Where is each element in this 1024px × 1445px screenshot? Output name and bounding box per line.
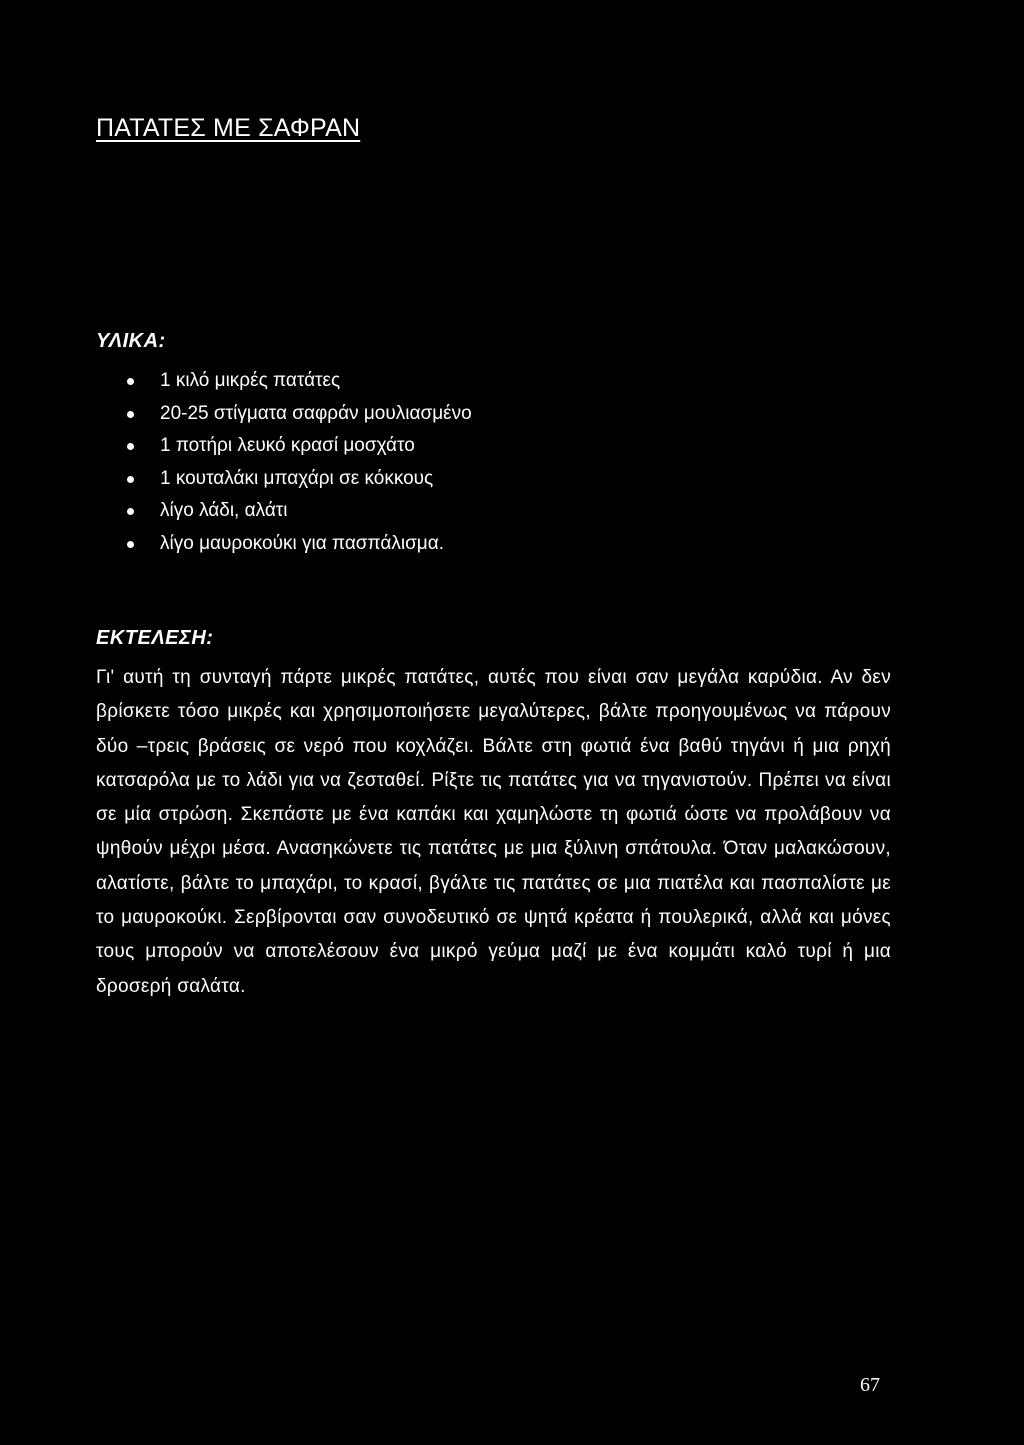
- recipe-title: ΠΑΤΑΤΕΣ ΜΕ ΣΑΦΡΑΝ: [96, 114, 361, 142]
- ingredients-heading: ΥΛΙΚΑ:: [96, 330, 166, 352]
- list-item: [96, 498, 472, 531]
- list-item: [96, 531, 472, 564]
- ingredient-text: 1 κιλό μικρές πατάτες: [160, 370, 341, 391]
- list-item: [96, 368, 472, 401]
- method-paragraph: Γι' αυτή τη συνταγή πάρτε μικρές πατάτες, αυτές που είναι σαν μεγάλα καρύδια. Αν δεν βρίσκετε τόσο μικρές και χρησιμοποιήσετε μεγαλύτερες, βάλτε προηγουμένως να πάρουν δύο –τρεις βράσεις σε νερό που κοχλάζει. Βάλτε στη φωτιά ένα βαθύ τηγάνι ή μια ρηχή κατσαρόλα με το λάδι για να ζεσταθεί. Ρίξτε τις πατάτες για να τηγανιστούν. Πρέπει να είναι σε μία στρώση. Σκεπάστε με ένα καπάκι και χαμηλώστε τη φωτιά ώστε να προλάβουν να ψηθούν μέχρι μέσα. Ανασηκώνετε τις πατάτες με μια ξύλινη σπάτουλα. Όταν μαλακώσουν, αλατίστε, βάλτε το μπαχάρι, το κρασί, βγάλτε τις πατάτες σε μια πιατέλα και πασπαλίστε με το μαυροκούκι. Σερβίρονται σαν συνοδευτικό σε ψητά κρέατα ή πουλερικά, αλλά και μόνες τους μπορούν να αποτελέσουν ένα μικρό γεύμα μαζί με ένα κομμάτι καλό τυρί ή μια δροσερή σαλάτα.: [96, 667, 891, 997]
- page-number: 67: [860, 1374, 880, 1396]
- ingredient-text: 1 ποτήρι λευκό κρασί μοσχάτο: [160, 435, 415, 457]
- bullet-icon: [127, 476, 134, 483]
- list-item: [96, 466, 472, 499]
- ingredient-list: [96, 368, 472, 564]
- ingredient-text: 20-25 στίγματα σαφράν μουλιασμένο: [160, 402, 472, 424]
- bullet-icon: [127, 378, 134, 385]
- ingredient-text: λίγο λάδι, αλάτι: [160, 500, 288, 522]
- list-item: [96, 401, 472, 434]
- ingredient-text: 1 κουταλάκι μπαχάρι σε κόκκους: [160, 467, 434, 489]
- bullet-icon: [127, 443, 134, 450]
- method-heading: ΕΚΤΕΛΕΣΗ:: [96, 627, 214, 649]
- list-item: [96, 433, 472, 466]
- bullet-icon: [127, 411, 134, 418]
- bullet-icon: [127, 508, 134, 515]
- ingredient-text: λίγο μαυροκούκι για πασπάλισμα.: [160, 532, 445, 554]
- bullet-icon: [127, 541, 134, 548]
